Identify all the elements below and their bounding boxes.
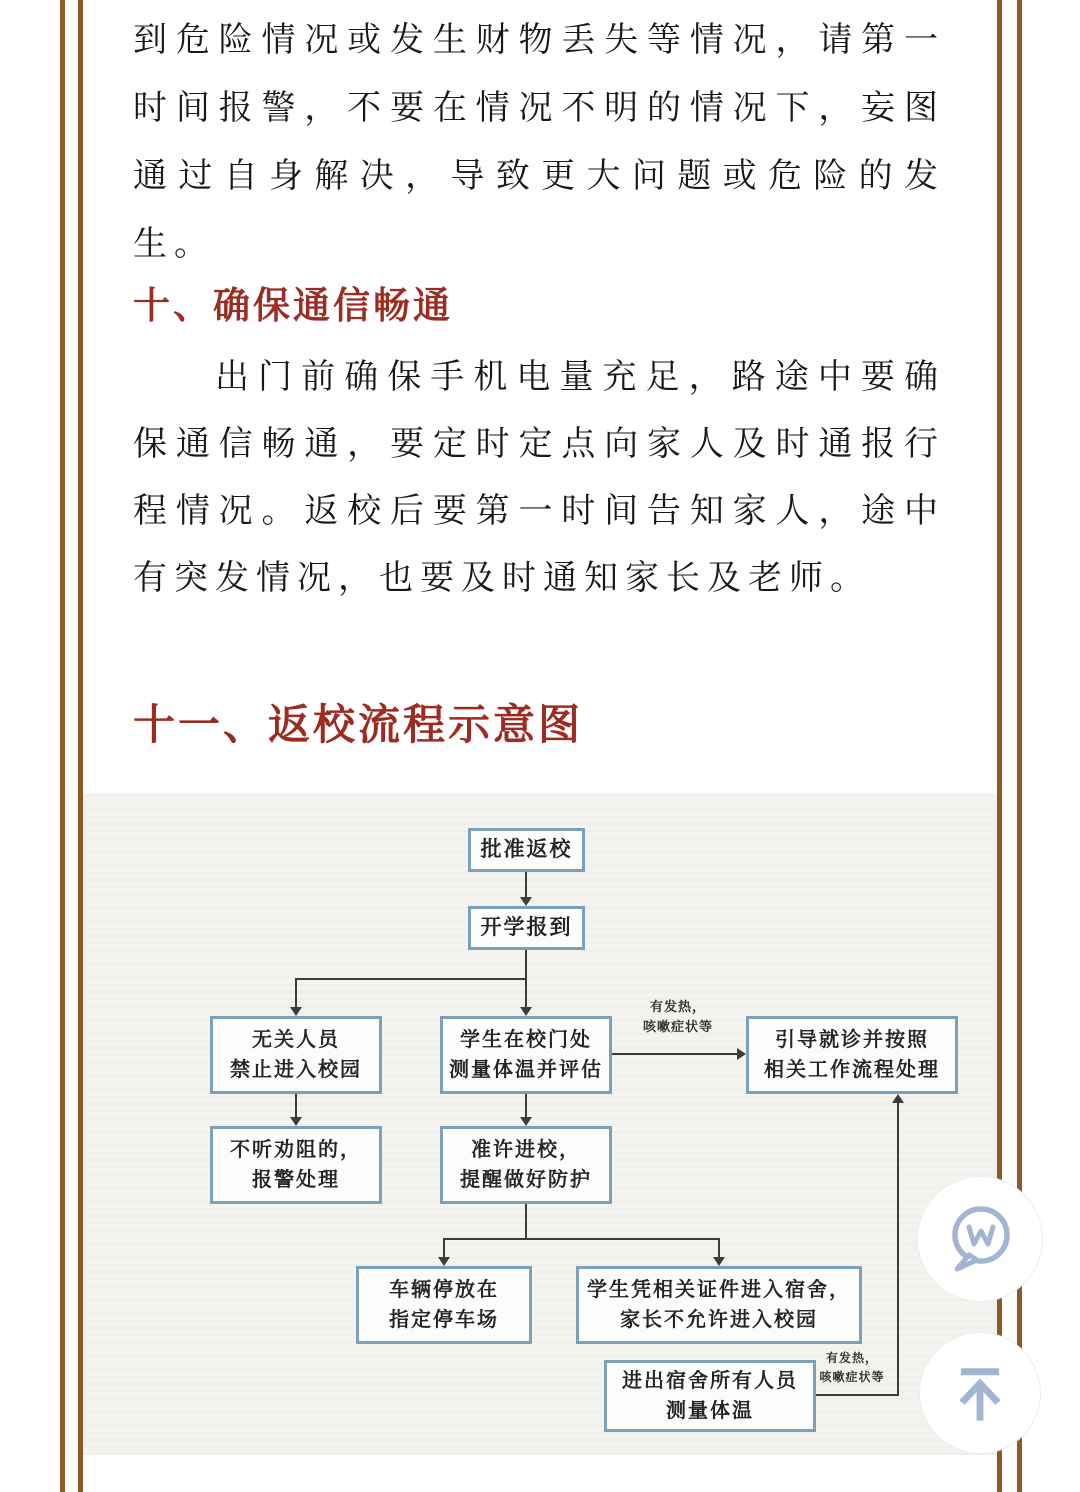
- connector-line: [295, 978, 527, 980]
- comment-bubble-icon: [943, 1202, 1017, 1276]
- flow-box-text: 家长不允许进入校园: [620, 1309, 818, 1331]
- flow-box-text: 报警处理: [252, 1169, 340, 1191]
- left-inner-border-rule: [78, 0, 83, 1492]
- back-to-top-icon: [946, 1359, 1014, 1427]
- flow-box-text: 车辆停放在: [389, 1279, 499, 1301]
- section-11-heading: 十一、返校流程示意图: [133, 701, 584, 748]
- connector-line: [525, 950, 527, 980]
- label-text: 咳嗽症状等: [642, 1019, 713, 1034]
- flow-box-approve-return: [468, 828, 585, 872]
- flow-box-text: 批准返校: [480, 838, 573, 861]
- connector-line: [612, 1053, 737, 1055]
- flow-box-text: 测量体温并评估: [449, 1059, 603, 1081]
- connector-line: [525, 1094, 527, 1117]
- connector-line: [897, 1103, 899, 1396]
- connector-line: [295, 1094, 297, 1117]
- flow-box-vehicle-parking: [356, 1266, 532, 1344]
- arrowhead-up: [892, 1094, 904, 1103]
- comment-button[interactable]: [917, 1176, 1043, 1302]
- arrowhead-down: [713, 1257, 725, 1266]
- flow-box-text: 测量体温: [666, 1400, 754, 1422]
- fever-label-bottom: [809, 1349, 895, 1387]
- connector-line: [816, 1394, 899, 1396]
- flow-box-school-registration: [468, 906, 585, 950]
- flow-box-permit-entry: [440, 1126, 612, 1204]
- arrowhead-down: [520, 897, 532, 906]
- fever-label-top: [608, 997, 748, 1037]
- arrowhead-down: [290, 1007, 302, 1016]
- arrowhead-down: [520, 1007, 532, 1016]
- arrowhead-down: [290, 1117, 302, 1126]
- arrowhead-down: [520, 1117, 532, 1126]
- flow-box-gate-temperature-check: [440, 1016, 612, 1094]
- arrowhead-right: [737, 1048, 746, 1060]
- flow-box-text: 准许进校，: [471, 1139, 581, 1161]
- flow-box-text: 开学报到: [480, 916, 573, 939]
- flow-box-text: 不听劝阻的，: [230, 1139, 362, 1161]
- flow-box-unrelated-personnel: [210, 1016, 382, 1094]
- flowchart-image[interactable]: [83, 793, 997, 1455]
- flow-box-text: 禁止进入校园: [230, 1059, 362, 1081]
- flow-box-dorm-entry: [576, 1266, 862, 1344]
- connector-line: [443, 1238, 445, 1257]
- flow-box-text: 进出宿舍所有人员: [622, 1370, 798, 1392]
- back-to-top-button[interactable]: [919, 1332, 1041, 1454]
- connector-line: [443, 1238, 720, 1240]
- arrowhead-down: [438, 1257, 450, 1266]
- label-text: 有发热，: [825, 1351, 878, 1365]
- flow-box-text: 提醒做好防护: [460, 1169, 592, 1191]
- section-10-body: 出门前确保手机电量充足，路途中要确保通信畅通，要定时定点向家人及时通报行程情况。返校后要第一时间告知家人，途中有突发情况，也要及时通知家长及老师。: [133, 358, 945, 597]
- connector-line: [525, 872, 527, 898]
- flow-box-police-handling: [210, 1126, 382, 1204]
- flow-box-text: 指定停车场: [389, 1309, 499, 1331]
- label-text: 有发热，: [649, 999, 706, 1014]
- section-10-heading: 十、确保通信畅通: [133, 285, 453, 326]
- flow-box-text: 相关工作流程处理: [764, 1059, 940, 1081]
- paragraph-continuation: 到危险情况或发生财物丢失等情况，请第一时间报警，不要在情况不明的情况下，妄图通过自身解决，导致更大问题或危险的发生。: [133, 21, 945, 263]
- flow-box-dorm-temperature-check: [604, 1360, 816, 1432]
- connector-line: [295, 978, 297, 1007]
- connector-line: [718, 1238, 720, 1257]
- connector-line: [525, 978, 527, 1007]
- flow-box-text: 引导就诊并按照: [775, 1029, 929, 1051]
- left-outer-border-rule: [60, 0, 65, 1492]
- flow-box-text: 学生在校门处: [460, 1029, 592, 1051]
- flow-box-text: 无关人员: [252, 1029, 340, 1051]
- label-text: 咳嗽症状等: [819, 1370, 885, 1384]
- connector-line: [525, 1204, 527, 1239]
- flow-box-text: 学生凭相关证件进入宿舍，: [587, 1279, 851, 1301]
- flow-box-medical-guidance: [746, 1016, 958, 1094]
